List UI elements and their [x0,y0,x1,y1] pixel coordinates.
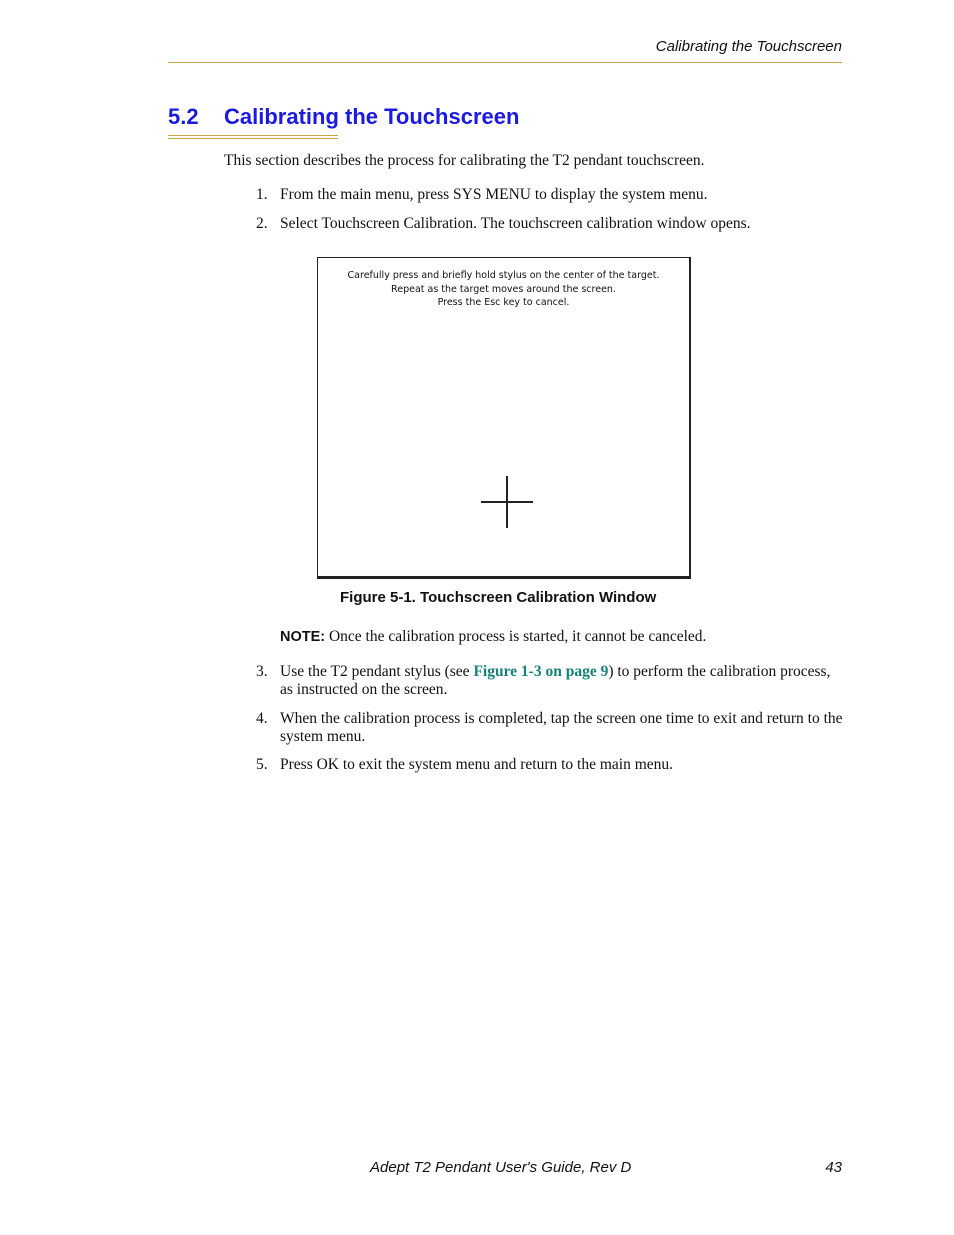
step-4 [256,710,846,746]
running-header: Calibrating the Touchscreen [655,38,842,55]
figure-1-3-link[interactable]: Figure 1-3 on page 9 [473,663,609,680]
step-1 [256,186,846,204]
section-number: 5.2 [168,104,199,129]
step-number: 1. [256,186,268,203]
figure-caption: Figure 5-1. Touchscreen Calibration Window [340,589,657,606]
calibration-instructions [318,269,689,310]
note [280,628,840,646]
step-text: When the calibration process is completed, tap the screen one time to exit and return to the system menu. [280,710,843,745]
heading-underline-second [168,138,338,139]
step-text: Select Touchscreen Calibration. The touchscreen calibration window opens. [280,215,751,232]
step-text-post: ) to perform the calibration process, as instructed on the screen. [280,663,831,698]
header-rule [168,62,842,63]
instruction-line: Carefully press and briefly hold stylus on the center of the target. [347,270,660,281]
section-heading [168,104,519,130]
step-2 [256,215,846,233]
footer-page-number: 43 [825,1159,842,1176]
heading-underline [168,135,338,136]
instruction-line: Repeat as the target moves around the screen. [391,283,616,295]
footer-doc-title: Adept T2 Pendant User's Guide, Rev D [370,1159,632,1176]
step-text: From the main menu, press SYS MENU to display the system menu. [280,186,708,203]
intro-paragraph: This section describes the process for calibrating the T2 pendant touchscreen. [224,152,705,169]
step-3 [256,663,846,699]
step-5 [256,756,846,774]
section-title-text: Calibrating the Touchscreen [224,104,520,129]
calibration-window-figure [317,257,691,579]
crosshair-target-icon[interactable] [481,476,533,528]
note-text: Once the calibration process is started, it cannot be canceled. [328,628,707,645]
step-number: 5. [256,756,268,773]
crosshair-vertical [506,476,508,528]
note-label: NOTE: [280,629,326,645]
step-number: 3. [256,663,268,680]
step-number: 2. [256,215,268,232]
step-number: 4. [256,710,268,727]
step-text-pre: Use the T2 pendant stylus (see [280,663,474,680]
instruction-line: Press the Esc key to cancel. [437,297,570,308]
step-text: Press OK to exit the system menu and return to the main menu. [280,756,674,773]
step-text [280,663,846,699]
